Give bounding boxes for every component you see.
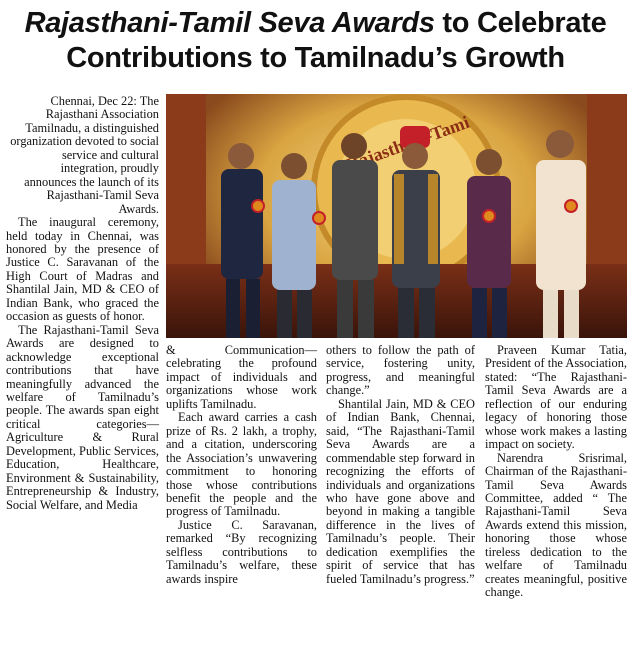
event-photo	[166, 94, 627, 338]
article-column-4	[485, 344, 627, 600]
paragraph-saravanan-quote-cont: others to follow the path of service, fostering unity, progress, and meaningful change.”	[326, 343, 475, 398]
paragraph-awards-intro: The Rajasthani-Tamil Seva Awards are designed to acknowledge exceptional contributions that have meaningfully advanced the welfare of Tamilnadu’s people. The awards span eight critical categories—Agriculture & Rural Development, Public Services, Education, Healthcare, Environment & Sustainability, Entrepreneurship & Industry, Social Welfare, and Media	[6, 322, 159, 512]
paragraph-jain-quote: Shantilal Jain, MD & CEO of Indian Bank, Chennai, said, “The Rajasthani-Tamil Seva Awards are a commendable step forward in recognizing the efforts of individuals and organizations who have gone above and beyond in making a tangible difference in the lives of Tamilnadu’s people. Their dedication exemplifies the spirit of service that has fueled Tamilnadu’s progress.”	[326, 396, 475, 586]
headline-italic: Rajasthani-Tamil Seva Awards	[24, 7, 435, 39]
article-column-3	[326, 344, 475, 586]
paragraph-awards-intro-cont: & Communication—celebrating the profound impact of individuals and organizations whose work uplifts Tamilnadu.	[166, 343, 317, 411]
paragraph-dateline: Chennai, Dec 22: The Rajasthani Association Tamilnadu, a distinguished organization devoted to social service and cultural integration, proudly announces the launch of its Rajasthani-Tamil Seva Awards.	[10, 94, 159, 216]
article-column-2	[166, 344, 317, 586]
article-column-1	[6, 95, 159, 512]
paragraph-srisrimal-quote: Narendra Srisrimal, Chairman of the Rajasthani-Tamil Seva Awards Committee, added “ The Rajasthani-Tamil Seva Awards extend this mission, honoring those whose tireless dedication to the welfare of Tamilnadu creates meaningful, positive change.	[485, 450, 627, 600]
paragraph-saravanan-quote: Justice C. Saravanan, remarked “By recognizing selfless contributions to Tamilnadu’s welfare, these awards inspire	[166, 517, 317, 586]
headline-rest: to Celebrate Contributions to Tamilnadu’s Growth	[66, 7, 607, 74]
headline	[0, 6, 631, 76]
paragraph-ceremony: The inaugural ceremony, held today in Chennai, was honored by the presence of Justice C. Saravanan of the High Court of Madras and Shantilal Jain, MD & CEO of Indian Bank, who graced the occasion as guests of honor.	[6, 215, 159, 324]
paragraph-prize: Each award carries a cash prize of Rs. 2 lakh, a trophy, and a citation, underscoring the Association’s unwavering commitment to honoring those whose contributions benefit the people and the progress of Tamilnadu.	[166, 410, 317, 519]
paragraph-tatia-quote: Praveen Kumar Tatia, President of the Association, stated: “The Rajasthani-Tamil Seva Awards are a reflection of our enduring legacy of honoring those whose work makes a lasting impact on society.	[485, 343, 627, 452]
